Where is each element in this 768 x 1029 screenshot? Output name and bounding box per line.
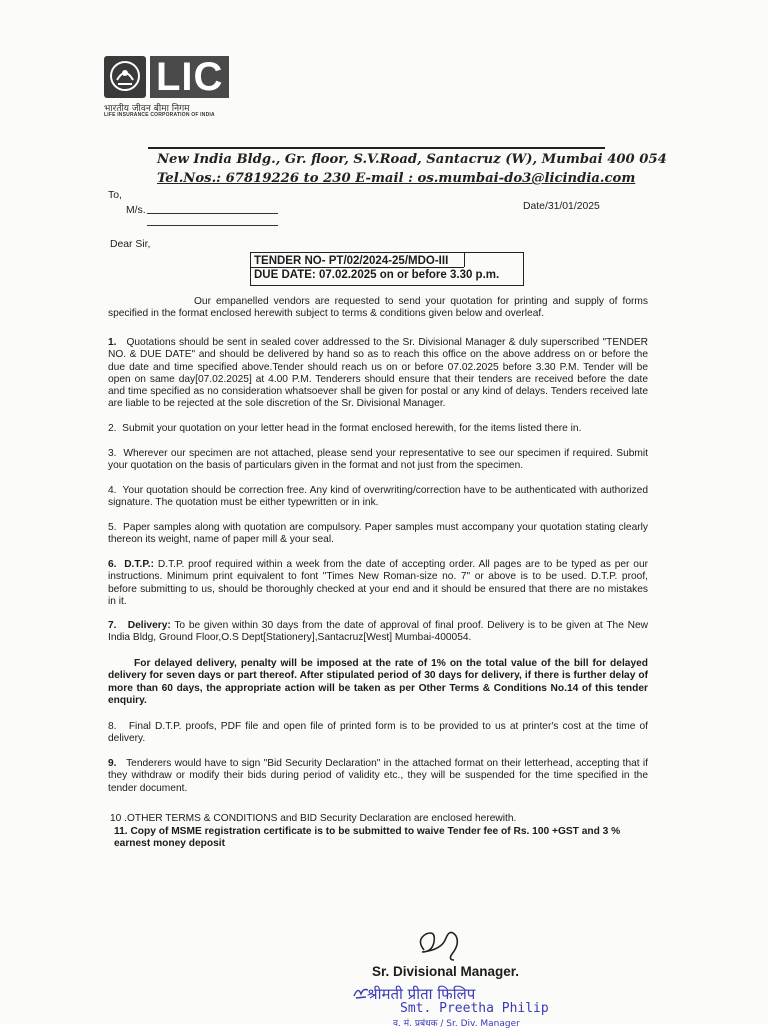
logo-hindi-name: भारतीय जीवन बीमा निगम: [104, 104, 190, 114]
clause-4: 4. Your quotation should be correction free. Any kind of overwriting/correction have to be authenticated with authorized signature. The quotation must be either typewritten or in ink.: [108, 485, 648, 509]
letterhead-rule: [148, 147, 605, 149]
office-address: New India Bldg., Gr. floor, S.V.Road, Santacruz (W), Mumbai 400 054: [157, 152, 667, 167]
clause-8: 8. Final D.T.P. proofs, PDF file and open file of printed form is to be provided to us at printer's cost at the time of delivery.: [108, 721, 648, 745]
clause-5: 5. Paper samples along with quotation are compulsory. Paper samples must accompany your quotation stating clearly thereon its weight, name of paper mill & your seal.: [108, 522, 648, 546]
to-label: To,: [108, 190, 122, 201]
tender-number: TENDER NO- PT/02/2024-25/MDO-III: [254, 255, 449, 267]
stamp-designation: व. मं. प्रबंधक / Sr. Div. Manager: [393, 1019, 520, 1029]
clause-11: 11. Copy of MSME registration certificate is to be submitted to waive Tender fee of Rs. 100 +GST and 3 % earnest money deposit: [114, 826, 621, 850]
stamp-hindi-name: श्रीमती प्रीता फिलिप: [367, 985, 476, 1003]
tender-due-date: DUE DATE: 07.02.2025 on or before 3.30 p.m.: [254, 269, 500, 281]
logo-text: LIC: [150, 56, 229, 98]
salutation: Dear Sir,: [110, 239, 151, 250]
ms-label: M/s.: [126, 205, 146, 216]
clause-10: 10 .OTHER TERMS & CONDITIONS and BID Security Declaration are enclosed herewith.: [110, 813, 517, 824]
stamp-name: Smt. Preetha Philip: [400, 1001, 549, 1016]
signature-mark: [412, 920, 468, 969]
clause-1: 1. Quotations should be sent in sealed cover addressed to the Sr. Divisional Manager & duly superscribed "TENDER NO. & DUE DATE" and should be delivered by hand so as to reach this office on the above address on or before the due date and time specified above.Tender should reach us on or before 07.02.2025 before 3.30 P.M. Tender will be open on same day[07.02.2025] at 4.00 P.M. Tenderers should ensure that their tenders are received before the date and time specified as no consideration whatsoever shall be given for postal or any kind of delays. Tenders received late are liable to be rejected at the sole discretion of the Sr. Divisional Manager.: [108, 337, 649, 410]
lic-logo: [104, 55, 224, 99]
clause-7: 7. Delivery: To be given within 30 days from the date of approval of final proof. Delivery is to be given at The New India Bldg, Ground Floor,O.S Dept[Stationery],Santacruz[West] Mumbai-400054.: [108, 620, 648, 644]
letter-date: Date/31/01/2025: [523, 201, 600, 212]
logo-english-name: LIFE INSURANCE CORPORATION OF INDIA: [104, 112, 215, 118]
clause-9: 9. Tenderers would have to sign "Bid Security Declaration" in the attached format on their letterhead, accepting that if they withdraw or modify their bids during period of validity etc., they will be suspended for the time specified in the tender document.: [108, 758, 648, 794]
clause-2: 2. Submit your quotation on your letter head in the format enclosed herewith, for the items listed there in.: [108, 423, 582, 434]
addressee-line: [147, 213, 278, 214]
office-contact: Tel.Nos.: 67819226 to 230 E-mail : os.mumbai-do3@licindia.com: [157, 171, 636, 186]
clause-3: 3. Wherever our specimen are not attached, please send your representative to see our specimen if required. Submit your quotation on the basis of particulars given in the format and not just from the specimen.: [108, 448, 649, 472]
addressee-line-2: [147, 225, 278, 226]
tender-box: [250, 252, 524, 286]
intro-paragraph: Our empanelled vendors are requested to send your quotation for printing and supply of forms specified in the format enclosed herewith subject to terms & conditions given below and overleaf.: [108, 296, 648, 320]
penalty-clause: For delayed delivery, penalty will be imposed at the rate of 1% on the total value of the bill for delayed delivery for seven days or part thereof. After stipulated period of 30 days for delivery, if there is further delay of more than 60 days, the appropriate action will be taken as per Other Terms & Conditions No.14 of this tender enquiry.: [108, 658, 648, 706]
clause-6: 6. D.T.P.: D.T.P. proof required within a week from the date of accepting order. All pages are to be typed as per our instructions. Minimum print equivalent to font "Times New Roman-size no. 7" or above is to be used. D.T.P. proof, before submitting to us, should be thoroughly checked at your end and it should be ensured that there are no mistakes in it.: [108, 559, 649, 607]
lic-emblem-icon: [104, 56, 146, 98]
signatory-title: Sr. Divisional Manager.: [372, 964, 520, 979]
